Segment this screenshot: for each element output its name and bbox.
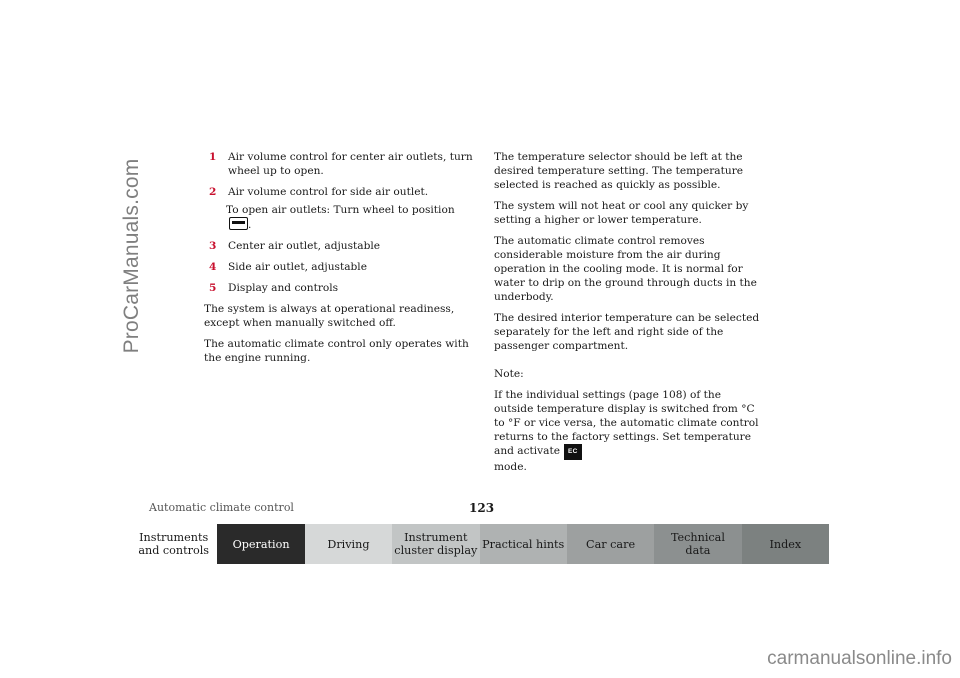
- item-subtext: [204, 203, 474, 232]
- tab-label: Instrument cluster display: [394, 531, 478, 557]
- tab-label: Practical hints: [482, 537, 565, 551]
- paragraph: The automatic climate control only operates with the engine running.: [204, 338, 469, 364]
- paragraph: The desired interior temperature can be selected separately for the left and right side of the passenger compartment.: [494, 312, 760, 352]
- tab-practical-hints[interactable]: [480, 524, 567, 564]
- item-text: Air volume control for side air outlet.: [228, 186, 429, 198]
- tab-technical-data[interactable]: [654, 524, 741, 564]
- note-end: mode.: [494, 461, 527, 473]
- tab-car-care[interactable]: [567, 524, 654, 564]
- list-item: [204, 260, 474, 274]
- item-text: Air volume control for center air outlets, turn wheel up to open.: [228, 151, 473, 177]
- page-number: 123: [469, 501, 495, 515]
- tab-operation[interactable]: [217, 524, 304, 564]
- item-number: 5: [209, 282, 217, 294]
- item-text: Side air outlet, adjustable: [228, 261, 367, 273]
- list-item: [204, 150, 474, 178]
- chapter-tabs: [130, 524, 829, 564]
- tab-label: Technical data: [670, 531, 725, 557]
- paragraph: The system is always at operational readiness, except when manually switched off.: [204, 303, 455, 329]
- list-item: [204, 281, 474, 295]
- paragraph: The automatic climate control removes considerable moisture from the air during operation in the cooling mode. It is normal for water to drip on the ground through ducts in the underbody.: [494, 235, 757, 303]
- tab-label: Car care: [586, 537, 636, 551]
- item-subtext-text: To open air outlets: Turn wheel to position: [226, 204, 455, 216]
- item-number: 2: [209, 186, 217, 198]
- left-column: [204, 150, 474, 372]
- list-item: [204, 239, 474, 253]
- paragraph: The system will not heat or cool any quicker by setting a higher or lower temperature.: [494, 200, 749, 226]
- tab-label: Instruments and controls: [138, 531, 210, 557]
- tab-instrument-cluster-display[interactable]: [392, 524, 479, 564]
- item-text: Display and controls: [228, 282, 339, 294]
- ec-mode-badge: EC: [564, 444, 582, 460]
- item-subtext-end: .: [248, 219, 252, 231]
- tab-driving[interactable]: [305, 524, 392, 564]
- note-text: If the individual settings (page 108) of the outside temperature display is switched from °C to °F or vice versa, the automatic climate control returns to the factory settings. Set temperature and activate: [494, 389, 759, 457]
- paragraph: The temperature selector should be left at the desired temperature setting. The temperature selected is reached as quickly as possible.: [494, 151, 744, 191]
- tab-label: Operation: [232, 537, 290, 551]
- note-paragraph: [494, 388, 760, 474]
- tab-index[interactable]: [742, 524, 829, 564]
- tab-instruments-and-controls[interactable]: [130, 524, 217, 564]
- tab-label: Index: [769, 537, 802, 551]
- section-title: Automatic climate control: [149, 501, 294, 514]
- item-number: 4: [209, 261, 217, 273]
- list-item: [204, 185, 474, 199]
- tab-label: Driving: [327, 537, 370, 551]
- wheel-position-icon: [229, 217, 248, 230]
- item-number: 3: [209, 240, 217, 252]
- bottom-watermark: carmanualsonline.info: [767, 648, 952, 669]
- side-watermark: ProCarManuals.com: [120, 158, 143, 354]
- item-number: 1: [209, 151, 217, 163]
- item-text: Center air outlet, adjustable: [228, 240, 381, 252]
- right-column: [494, 150, 760, 481]
- note-label: Note:: [494, 368, 524, 380]
